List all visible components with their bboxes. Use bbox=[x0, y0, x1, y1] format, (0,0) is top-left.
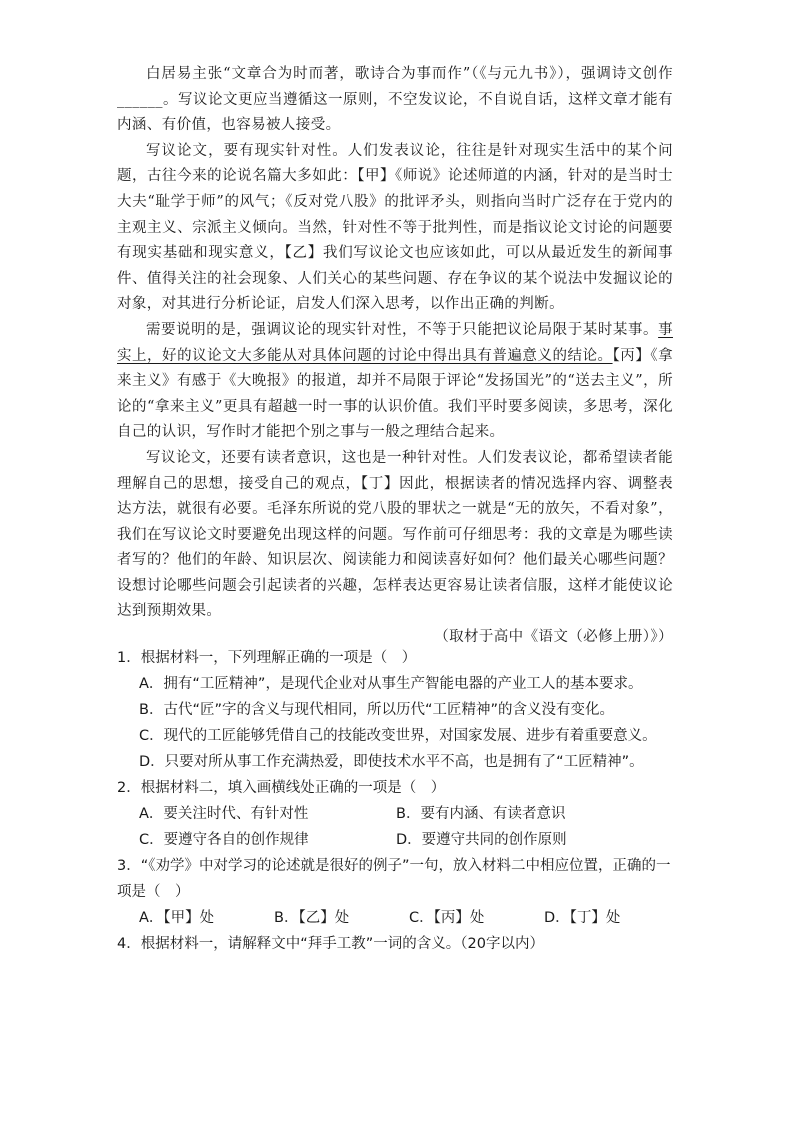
question-2-option-c: C．要遵守各自的创作规律 bbox=[139, 832, 309, 848]
passage-paragraph-4: 写议论文，还要有读者意识，这也是一种针对性。人们发表议论，都希望读者能理解自己的思想，接受自己的观点，【丁】因此，根据读者的情况选择内容、调整表达方法，就很有必要。毛泽东所说的党八股的罪状之一就是“无的放矢，不看对象”，我们在写议论文时要避免出现这样的问题。写作前可仔细思考：我的文章是为哪些读者写的？他们的年龄、知识层次、阅读能力和阅读喜好如何？他们最关心哪些问题？设想讨论哪些问题会引起读者的兴趣，怎样表达更容易让读者信服，这样才能使议论达到预期效果。 bbox=[117, 449, 673, 620]
question-2-options-row-1 bbox=[117, 801, 677, 827]
question-4-stem: 4．根据材料一，请解释文中“拜手工教”一词的含义。（20字以内） bbox=[117, 936, 544, 952]
question-3-option-a: A．【甲】处 bbox=[139, 910, 215, 926]
question-3-option-d: D．【丁】处 bbox=[544, 910, 621, 926]
reading-passage bbox=[117, 62, 673, 651]
question-section bbox=[117, 645, 677, 957]
underlined-sentence: 事实上，好的议论文大多能从对具体问题的讨论中得出具有普遍意义的结论。 bbox=[117, 321, 673, 364]
question-3-stem: 3．“《劝学》中对学习的论述就是很好的例子”一句，放入材料二中相应位置，正确的一项是（ ） bbox=[117, 858, 671, 900]
question-1-option-a: A．拥有“工匠精神”，是现代企业对从事生产智能电器的产业工人的基本要求。 bbox=[139, 676, 643, 692]
question-2-option-d: D．要遵守共同的创作原则 bbox=[396, 832, 567, 848]
passage-paragraph-3 bbox=[117, 318, 673, 446]
question-3-options-row bbox=[117, 905, 677, 931]
question-3-option-c: C．【丙】处 bbox=[409, 910, 485, 926]
paragraph-3-lead: 需要说明的是，强调议论的现实针对性，不等于只能把议论局限于某时某事。 bbox=[146, 321, 659, 338]
question-2-option-b: B．要有内涵、有读者意识 bbox=[396, 806, 566, 822]
question-1-option-b: B．古代“匠”字的含义与现代相同，所以历代“工匠精神”的含义没有变化。 bbox=[139, 702, 614, 718]
question-1-stem: 1．根据材料一，下列理解正确的一项是（ ） bbox=[117, 650, 417, 666]
question-1-option-c: C．现代的工匠能够凭借自己的技能改变世界，对国家发展、进步有着重要意义。 bbox=[139, 728, 657, 744]
passage-paragraph-1: 白居易主张“文章合为时而著，歌诗合为事而作”（《与元九书》），强调诗文创作______。写议论文更应当遵循这一原则，不空发议论，不自说自话，这样文章才能有内涵、有价值，也容易被人接受。 bbox=[117, 66, 673, 134]
passage-source: （取材于高中《语文（必修上册）》） bbox=[434, 629, 673, 646]
question-2-stem: 2．根据材料二，填入画横线处正确的一项是（ ） bbox=[117, 780, 446, 796]
paragraph-3-rest: 【丙】《拿来主义》有感于《大晚报》的报道，却并不局限于评论“发扬国光”的“送去主义”，所论的“拿来主义”更具有超越一时一事的认识价值。我们平时要多阅读，多思考，深化自己的认识，写作时才能把个别之事与一般之理结合起来。 bbox=[117, 347, 673, 441]
question-1-option-d: D．只要对所从事工作充满热爱，即使技术水平不高，也是拥有了“工匠精神”。 bbox=[139, 754, 644, 770]
question-2-options-row-2 bbox=[117, 827, 677, 853]
question-3-option-b: B．【乙】处 bbox=[274, 910, 350, 926]
passage-paragraph-2: 写议论文，要有现实针对性。人们发表议论，往往是针对现实生活中的某个问题，古往今来的论说名篇大多如此：【甲】《师说》论述师道的内涵，针对的是当时士大夫“耻学于师”的风气；《反对党八股》的批评矛头，则指向当时广泛存在于党内的主观主义、宗派主义倾向。当然，针对性不等于批判性，而是指议论文讨论的问题要有现实基础和现实意义，【乙】我们写议论文也应该如此，可以从最近发生的新闻事件、值得关注的社会现象、人们关心的某些问题、存在争议的某个说法中发掘议论的对象，对其进行分析论证，启发人们深入思考，以作出正确的判断。 bbox=[117, 142, 673, 313]
question-2-option-a: A．要关注时代、有针对性 bbox=[139, 806, 309, 822]
